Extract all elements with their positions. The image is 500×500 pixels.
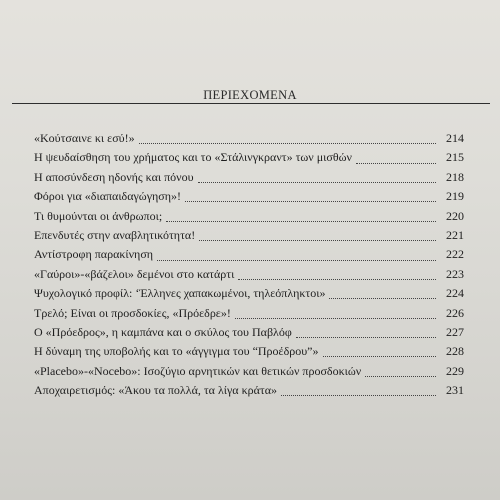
toc-entry-title: Φόροι για «διαπαιδαγώγηση»! <box>34 189 182 204</box>
toc-leader-dots <box>365 376 436 377</box>
toc-entry-page: 215 <box>446 150 464 165</box>
toc-entry-title: Τρελό; Είναι οι προσδοκίες, «Πρόεδρε»! <box>34 305 231 320</box>
header-divider <box>12 103 490 104</box>
toc-entry-title: «Κούτσαινε κι εσύ!» <box>34 131 135 145</box>
toc-entry-page: 228 <box>446 344 464 359</box>
toc-entry-title: Ψυχολογικό προφίλ: ‘Έλληνες χαπακωμένοι, τηλεόπληκτοι» <box>34 286 326 301</box>
toc-entry-page: 218 <box>446 169 464 184</box>
table-of-contents <box>34 131 464 402</box>
toc-leader-dots <box>296 337 436 338</box>
toc-entry-title: Αποχαιρετισμός: «Άκου τα πολλά, τα λίγα κράτα» <box>34 383 278 398</box>
toc-leader-dots <box>281 395 436 396</box>
toc-entry <box>34 286 464 305</box>
toc-entry <box>34 364 464 383</box>
toc-entry <box>34 247 464 266</box>
toc-entry-title: «Γαύροι»-«βάζελοι» δεμένοι στο κατάρτι <box>34 266 235 281</box>
toc-entry <box>34 170 464 189</box>
toc-leader-dots <box>166 221 436 222</box>
toc-leader-dots <box>139 143 436 144</box>
toc-leader-dots <box>157 260 436 261</box>
toc-entry-page: 223 <box>446 266 464 281</box>
toc-entry-page: 214 <box>446 131 464 145</box>
toc-entry-title: Η αποσύνδεση ηδονής και πόνου <box>34 169 194 184</box>
toc-entry <box>34 325 464 344</box>
toc-entry-page: 221 <box>446 227 464 242</box>
toc-leader-dots <box>329 298 436 299</box>
toc-entry <box>34 344 464 363</box>
toc-leader-dots <box>235 318 436 319</box>
toc-entry-page: 219 <box>446 189 464 204</box>
toc-entry <box>34 150 464 169</box>
toc-entry-page: 224 <box>446 286 464 301</box>
toc-leader-dots <box>323 356 437 357</box>
toc-entry-page: 227 <box>446 324 464 339</box>
toc-entry <box>34 383 464 402</box>
toc-leader-dots <box>238 279 436 280</box>
toc-entry-page: 222 <box>446 247 464 262</box>
toc-entry-title: Τι θυμούνται οι άνθρωποι; <box>34 208 163 223</box>
toc-entry-title: «Placebo»-«Nocebo»: Ισοζύγιο αρνητικών και θετικών προσδοκιών <box>34 363 362 378</box>
toc-entry-title: Η ψευδαίσθηση του χρήματος και το «Στάλινγκραντ» των μισθών <box>34 150 352 165</box>
toc-leader-dots <box>198 182 436 183</box>
toc-entry <box>34 228 464 247</box>
page-title: ΠΕΡΙΕΧΟΜΕΝΑ <box>203 88 297 102</box>
toc-entry <box>34 209 464 228</box>
toc-entry-page: 226 <box>446 305 464 320</box>
toc-leader-dots <box>356 163 436 164</box>
toc-leader-dots <box>185 201 436 202</box>
toc-entry <box>34 189 464 208</box>
toc-entry-title: Ο «Πρόεδρος», η καμπάνα και ο σκύλος του Παβλόφ <box>34 324 292 339</box>
toc-entry <box>34 306 464 325</box>
toc-entry-page: 231 <box>446 383 464 398</box>
toc-entry-title: Αντίστροφη παρακίνηση <box>34 247 154 262</box>
toc-entry <box>34 131 464 150</box>
toc-entry-title: Επενδυτές στην αναβλητικότητα! <box>34 227 196 242</box>
toc-entry-page: 220 <box>446 208 464 223</box>
toc-entry <box>34 267 464 286</box>
toc-entry-title: Η δύναμη της υποβολής και το «άγγιγμα του “Προέδρου”» <box>34 344 319 359</box>
toc-leader-dots <box>199 240 436 241</box>
toc-entry-page: 229 <box>446 363 464 378</box>
